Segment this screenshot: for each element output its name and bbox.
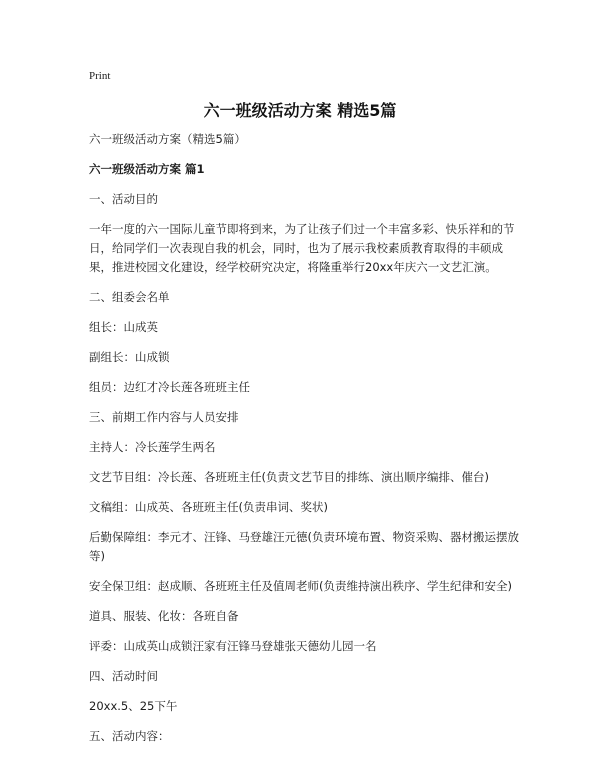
page-title: 六一班级活动方案 精选5篇 [203,101,397,120]
paragraph: 组长：山成英 [89,320,158,334]
paragraph: 一、活动目的 [89,192,158,206]
paragraph: 六一班级活动方案（精选5篇） [89,132,246,146]
paragraph: 文稿组：山成英、各班班主任(负责串词、奖状) [89,500,328,514]
print-link[interactable]: Print [89,70,111,82]
paragraph: 五、活动内容： [89,729,170,743]
paragraph: 20xx.5、25下午 [89,699,178,713]
section-heading: 六一班级活动方案 篇1 [89,162,205,176]
paragraph: 主持人：冷长莲学生两名 [89,440,216,454]
document-body [89,130,524,757]
paragraph: 四、活动时间 [89,669,158,683]
paragraph: 组员：边红才冷长莲各班班主任 [89,380,250,394]
paragraph: 安全保卫组：赵成顺、各班班主任及值周老师(负责维持演出秩序、学生纪律和安全) [89,579,512,593]
paragraph: 三、前期工作内容与人员安排 [89,410,239,424]
paragraph: 评委：山成英山成锁汪家有汪锋马登雄张天德幼儿园一名 [89,639,377,653]
paragraph: 二、组委会名单 [89,290,170,304]
paragraph: 文艺节目组：冷长莲、各班班主任(负责文艺节目的排练、演出顺序编排、催台) [89,470,489,484]
paragraph: 道具、服装、化妆：各班自备 [89,609,239,623]
paragraph: 一年一度的六一国际儿童节即将到来，为了让孩子们过一个丰富多彩、快乐祥和的节日，给同学们一次表现自我的机会，同时，也为了展示我校素质教育取得的丰硕成果，推进校园文化建设，经学校研究决定，将隆重举行20xx年庆六一文艺汇演。 [89,222,515,274]
paragraph: 后勤保障组：李元才、汪锋、马登雄汪元德(负责环境布置、物资采购、器材搬运摆放等) [89,530,519,563]
paragraph: 副组长：山成锁 [89,350,170,364]
